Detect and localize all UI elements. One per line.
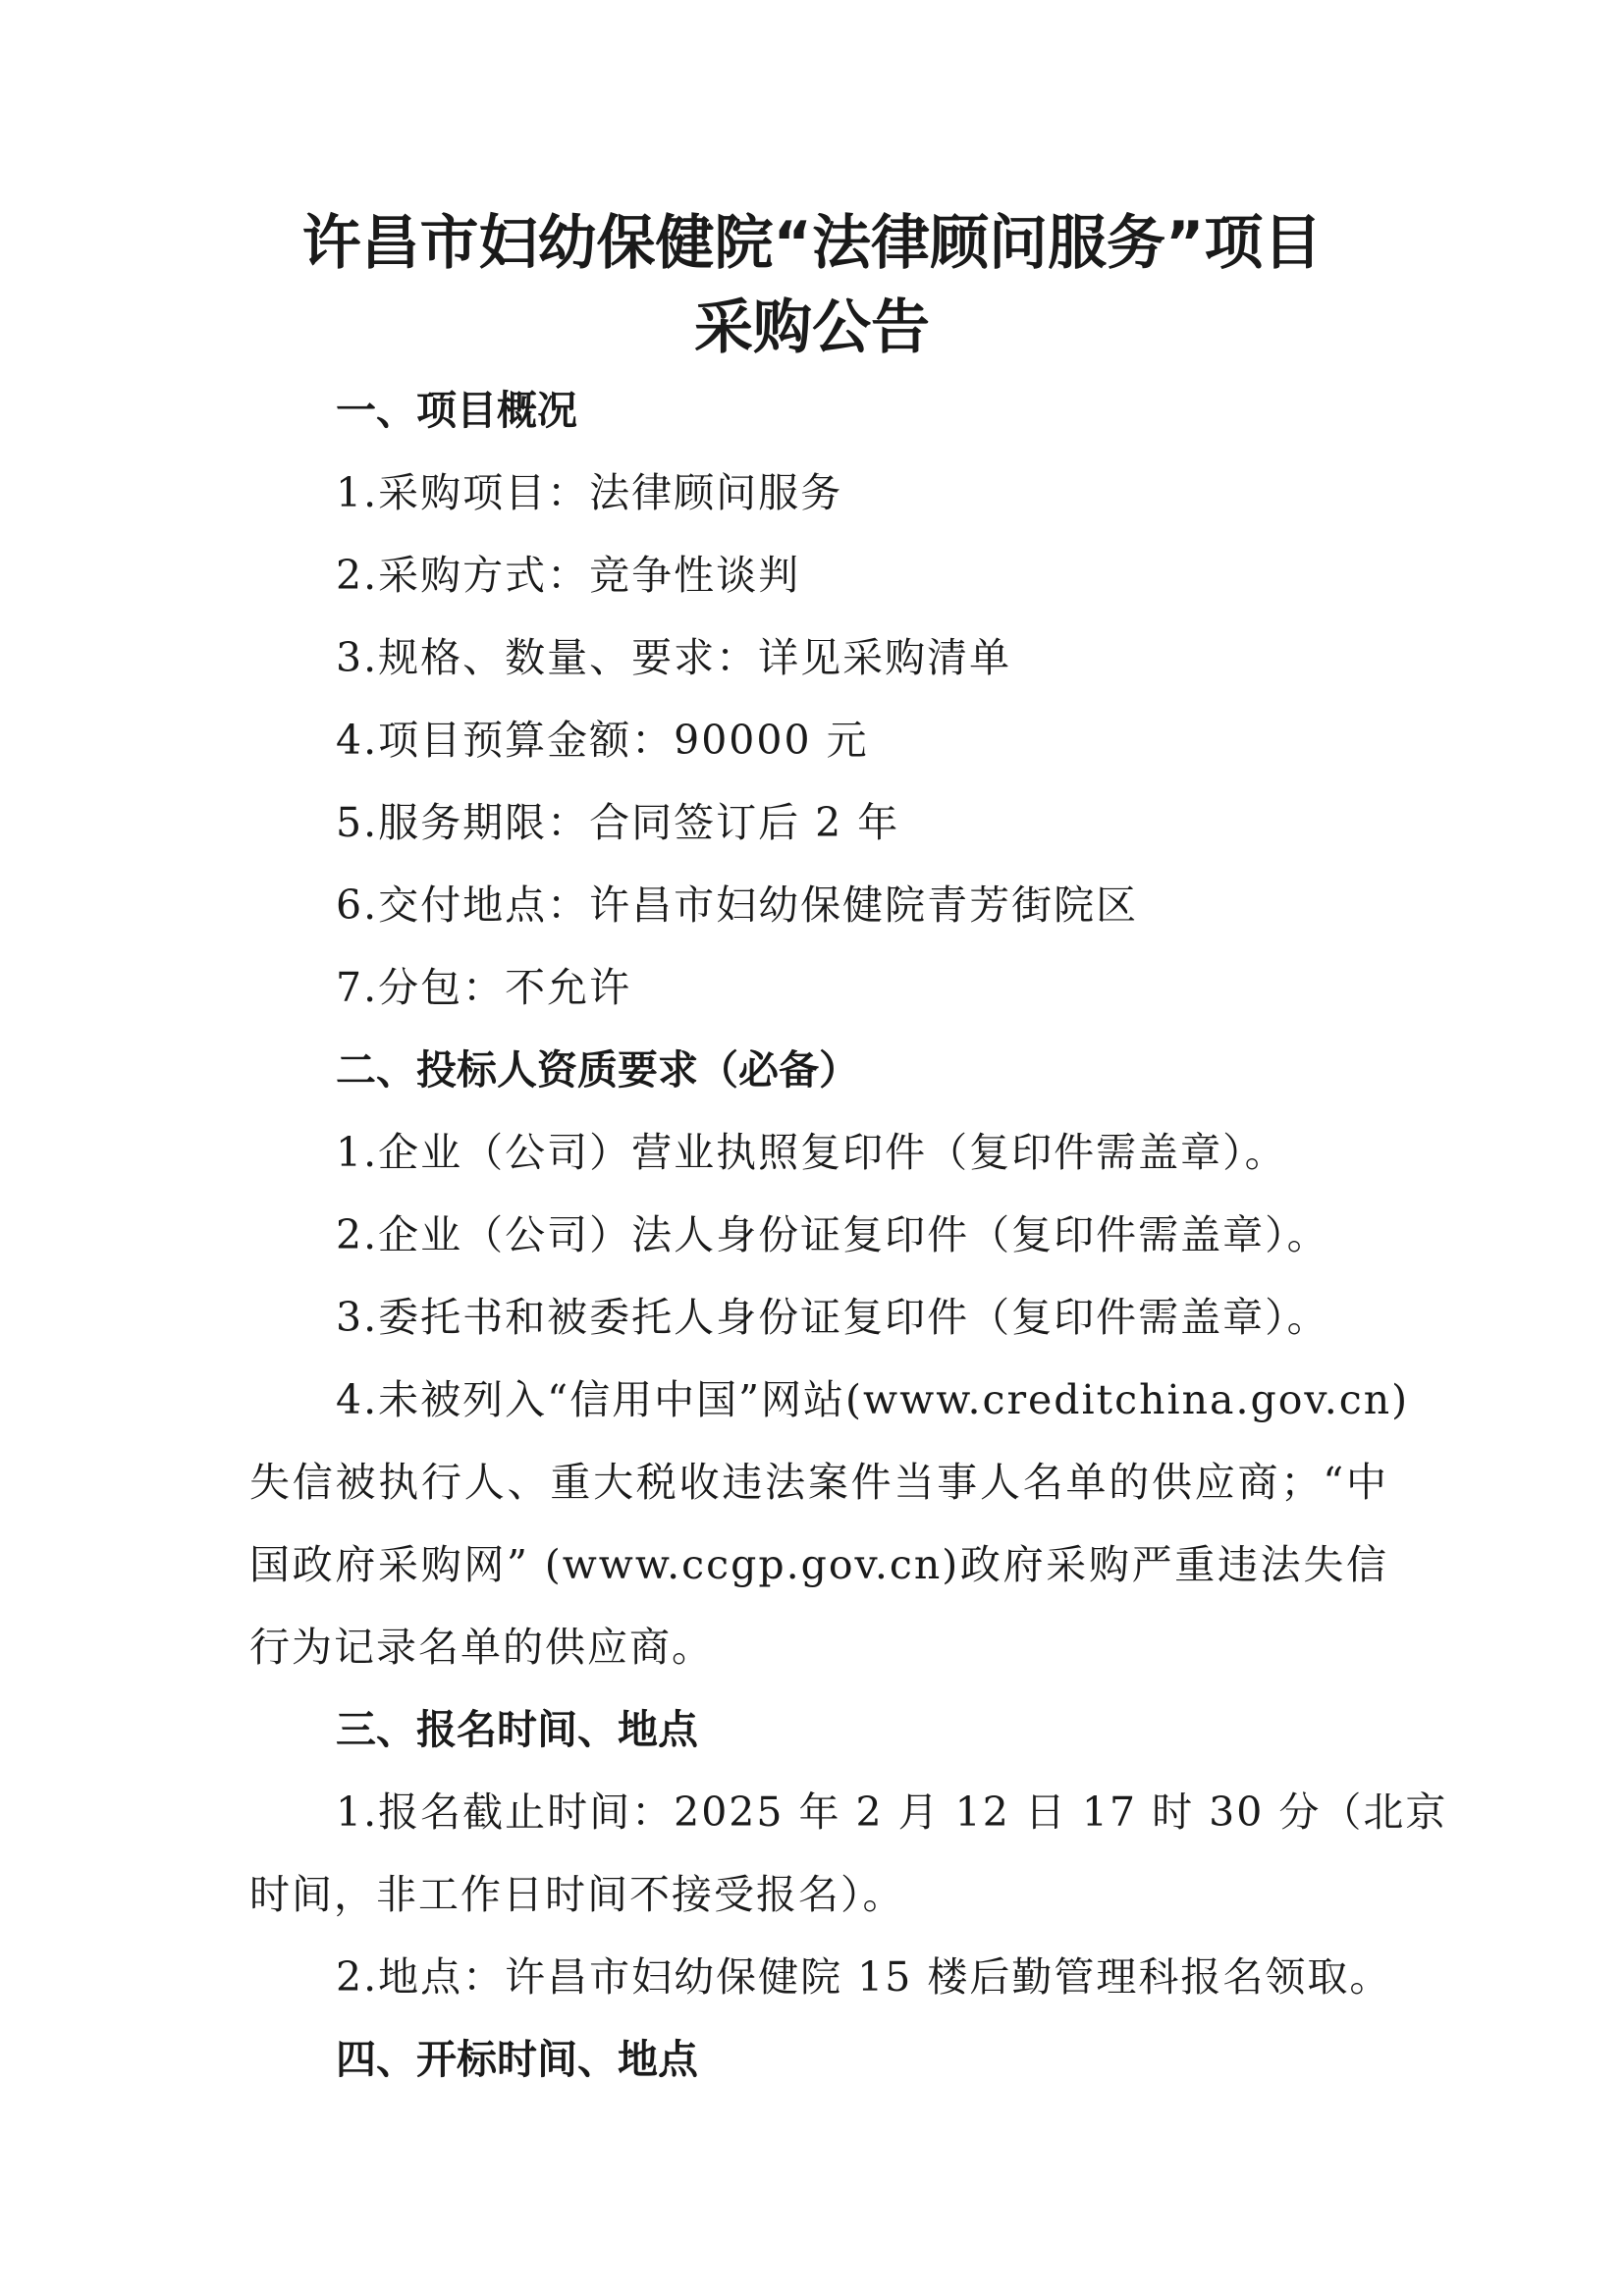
qualification-item-1: 1.企业（公司）营业执照复印件（复印件需盖章）。: [336, 1129, 1287, 1176]
registration-item-1-line-2: 时间，非工作日时间不接受报名）。: [249, 1871, 905, 1918]
overview-item-1: 1.采购项目：法律顾问服务: [336, 469, 843, 516]
qualification-item-4-line-4: 行为记录名单的供应商。: [249, 1624, 714, 1671]
registration-item-2: 2.地点：许昌市妇幼保健院 15 楼后勤管理科报名领取。: [336, 1953, 1392, 2001]
overview-item-6: 6.交付地点：许昌市妇幼保健院青芳街院区: [336, 881, 1139, 929]
qualification-item-4-line-1: 4.未被列入“信用中国”网站(www.creditchina.gov.cn): [336, 1376, 1410, 1423]
qualification-item-4-line-3: 国政府采购网” (www.ccgp.gov.cn)政府采购严重违法失信: [249, 1541, 1388, 1588]
overview-item-2: 2.采购方式：竞争性谈判: [336, 552, 801, 599]
overview-item-5: 5.服务期限：合同签订后 2 年: [336, 799, 900, 846]
document-title-line-2: 采购公告: [694, 294, 930, 362]
qualification-item-4-line-2: 失信被执行人、重大税收违法案件当事人名单的供应商；“中: [249, 1459, 1388, 1506]
qualification-item-2: 2.企业（公司）法人身份证复印件（复印件需盖章）。: [336, 1211, 1329, 1258]
registration-item-1-line-1: 1.报名截止时间：2025 年 2 月 12 日 17 时 30 分（北京: [336, 1789, 1448, 1836]
overview-item-4: 4.项目预算金额：90000 元: [336, 717, 869, 764]
qualification-item-3: 3.委托书和被委托人身份证复印件（复印件需盖章）。: [336, 1294, 1329, 1341]
section-heading-qualifications: 二、投标人资质要求（必备）: [336, 1046, 859, 1094]
section-heading-bid-opening: 四、开标时间、地点: [336, 2036, 698, 2083]
overview-item-3: 3.规格、数量、要求：详见采购清单: [336, 634, 1012, 681]
overview-item-7: 7.分包：不允许: [336, 964, 632, 1011]
document-title-line-1: 许昌市妇幼保健院“法律顾问服务”项目: [301, 209, 1323, 278]
section-heading-project-overview: 一、项目概况: [336, 387, 577, 434]
section-heading-registration: 三、报名时间、地点: [336, 1706, 698, 1753]
